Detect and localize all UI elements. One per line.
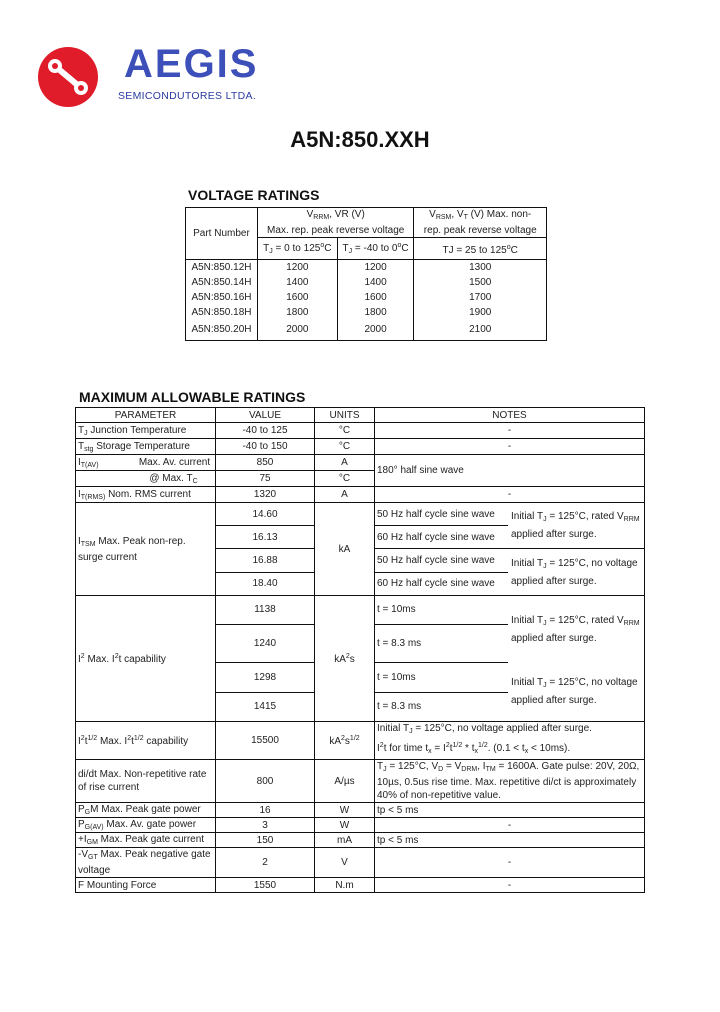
col-vrrm-header: $V_{RRM}$, VR (V) Max. rep. peak reverse voltage <box>257 208 413 238</box>
table-row: di/dt Max. Non-repetitive rate of rise current 800 A/µs $T_J = 125^\circ C$, $V_D = V_{DRM}$, $I_{TM} = 1600A$. Gate pulse: 20V, 20Ω, 10µs, 0.5us rise time. Max. repetitive di/ct is approximately 40% of non-repetitive value. <box>76 760 645 803</box>
table-row: F Mounting Force 1550 N.m - <box>76 878 645 893</box>
cond-tj-0-125: $T_J = 0$ to 125$^o$C <box>257 238 337 260</box>
cond-tj-neg40-0: $T_J = -40$ to 0$^o$C <box>337 238 414 260</box>
max-ratings-heading: MAXIMUM ALLOWABLE RATINGS <box>79 389 306 405</box>
table-row: $-V_{GT}$ Max. Peak negative gate voltage 2 V - <box>76 848 645 878</box>
table-row: @ Max. $T_C$ 75 °C <box>76 471 645 487</box>
table-row: A5N:850.14H 1400 1400 1500 <box>186 275 547 290</box>
table-row: A5N:850.12H 1200 1200 1300 <box>186 260 547 276</box>
table-row: A5N:850.16H 1600 1600 1700 <box>186 290 547 305</box>
table-row: $T_{stg}$ Storage Temperature -40 to 150 °C - <box>76 439 645 455</box>
col-units: UNITS <box>315 408 375 423</box>
voltage-ratings-heading: VOLTAGE RATINGS <box>188 187 320 203</box>
table-row: $I_{T(RMS)}$ Nom. RMS current 1320 A - <box>76 487 645 503</box>
table-row: $P_GM$ Max. Peak gate power 16 W tp < 5 ms <box>76 803 645 818</box>
cond-tj-25-125: TJ = 25 to 125$^o$C <box>414 238 547 260</box>
aegis-logo-icon <box>37 46 99 108</box>
document-title: A5N:850.XXH <box>290 127 430 152</box>
table-row: $+I_{GM}$ Max. Peak gate current 150 mA tp < 5 ms <box>76 833 645 848</box>
table-row: $I_{T(AV)}$ Max. Av. current 850 A 180° half sine wave <box>76 455 645 471</box>
col-notes: NOTES <box>375 408 645 423</box>
table-row: A5N:850.18H 1800 1800 1900 <box>186 305 547 320</box>
voltage-ratings-table <box>185 207 547 341</box>
table-row: $I^2$ Max. $I^2t$ capability 1138 1240 1298 1415 $kA^2s$ t = 10ms Initial $T_J = 125^\circ C$, rated $V_{RRM}$ applied after surge. t = 8.3 ms t = 10ms Initial $T_J = 125^\circ C$, no voltage applied after surge. t = 8.3 ms <box>76 596 645 722</box>
brand-subtitle: SEMICONDUTORES LTDA. <box>118 90 257 102</box>
brand-name: AEGIS <box>124 42 259 86</box>
table-row: $T_J$ Junction Temperature -40 to 125 °C - <box>76 423 645 439</box>
col-part-number: Part Number <box>186 208 258 260</box>
col-vrsm-header: $V_{RSM}$, $V_T$ (V) Max. non- rep. peak reverse voltage <box>414 208 547 238</box>
table-row: $P_{G(AV)}$ Max. Av. gate power 3 W - <box>76 818 645 833</box>
table-row: $I_{TSM}$ Max. Peak non-rep. surge current 14.60 16.13 16.88 18.40 kA 50 Hz half cycle sine wave Initial $T_J = 125^\circ C$, rated $V_{RRM}$ applied after surge. 60 Hz half cycle sine wave 50 Hz half cycle sine wave Initial $T_J = 125^\circ C$, no voltage applied after surge. 60 Hz half cycle sine wave <box>76 503 645 596</box>
max-ratings-table <box>75 407 645 893</box>
col-parameter: PARAMETER <box>76 408 216 423</box>
table-row: $I^2t^{1/2}$ Max. $I^2t^{1/2}$ capability 15500 $kA^2s^{1/2}$ Initial $T_J = 125^\circ C$, no voltage applied after surge. $I^2t$ for time $t_x = I^2t^{1/2} * t_x^{1/2}$. $(0.1 < t_x < 10ms)$. <box>76 722 645 760</box>
table-row: A5N:850.20H 2000 2000 2100 <box>186 320 547 340</box>
col-value: VALUE <box>216 408 315 423</box>
